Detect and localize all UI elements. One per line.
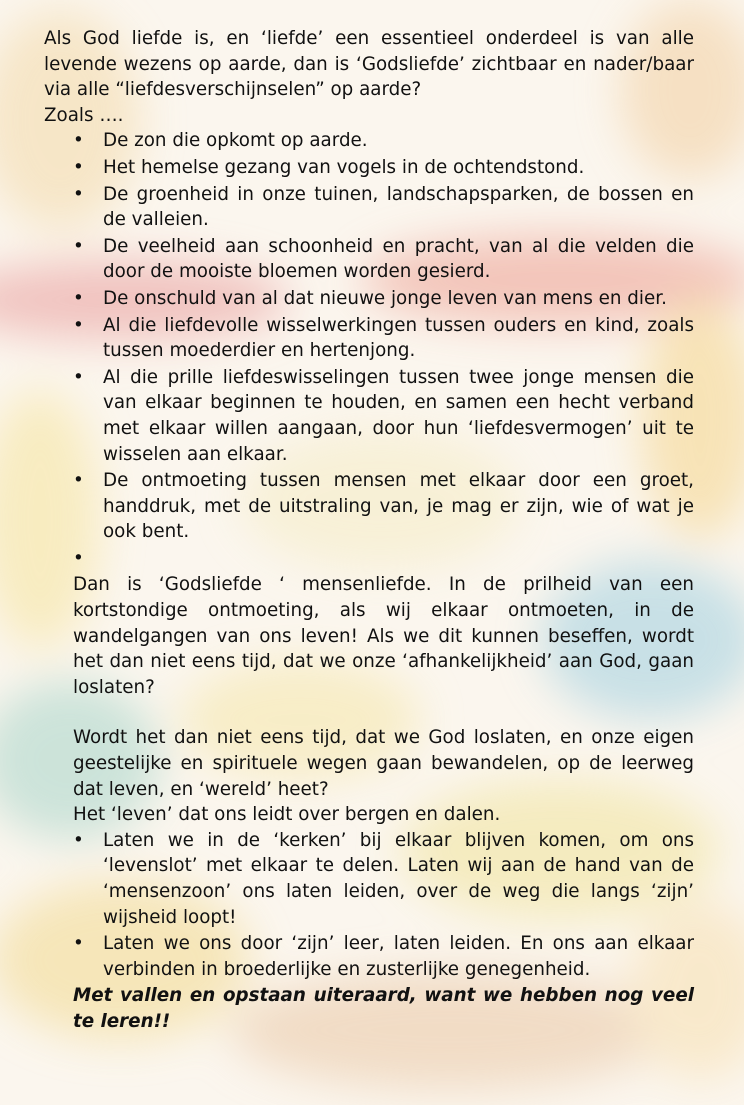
paragraph-loslaten: Wordt het dan niet eens tijd, dat we God loslaten, en onze eigen geestelijke en spirituele wegen gaan bewandelen, op de leerweg dat leven, en ‘wereld’ heet? <box>73 727 694 800</box>
list-item: • Laten we ons door ‘zijn’ leer, laten leiden. En ons aan elkaar verbinden in broederlijke en zusterlijke genegenheid. <box>73 931 694 982</box>
list-item: • De veelheid aan schoonheid en pracht, van al die velden die door de mooiste bloemen worden gesierd. <box>73 234 694 285</box>
love-phenomena-list <box>44 128 694 571</box>
paragraph-godsliefde: Dan is ‘Godsliefde ‘ mensenliefde. In de prilheid van een kortstondige ontmoeting, als wij elkaar ontmoeten, in de wandelgangen van ons leven! Als we dit kunnen beseffen, wordt het dan niet eens tijd, dat we onze ‘afhankelijkheid’ aan God, gaan loslaten? <box>73 574 694 698</box>
closing-statement: Met vallen en opstaan uiteraard, want we hebben nog veel te leren!! <box>73 985 694 1032</box>
list-item: • De onschuld van al dat nieuwe jonge leven van mens en dier. <box>73 286 694 312</box>
intro-paragraph: Als God liefde is, en ‘liefde’ een essentieel onderdeel is van alle levende wezens op aarde, dan is ‘Godsliefde’ zichtbaar en nader/baar via alle “liefdesverschijnselen” op aarde? <box>44 28 694 101</box>
list-item: • De ontmoeting tussen mensen met elkaar door een groet, handdruk, met de uitstraling van, je mag er zijn, wie of wat je ook bent. <box>73 468 694 545</box>
document-body <box>44 26 694 1035</box>
list-item: • De groenheid in onze tuinen, landschapsparken, de bossen en de valleien. <box>73 182 694 233</box>
list-item-empty <box>73 546 694 572</box>
list-item: • De zon die opkomt op aarde. <box>73 128 694 154</box>
church-list <box>44 828 694 983</box>
list-item: • Laten we in de ‘kerken’ bij elkaar blijven komen, om ons ‘levenslot’ met elkaar te delen. Laten wij aan de hand van de ‘mensenzoon’ ons laten leiden, over de weg die langs ‘zijn’ wijsheid loopt! <box>73 828 694 930</box>
paragraph-leven: Het ‘leven’ dat ons leidt over bergen en dalen. <box>73 804 501 826</box>
list-item: • Al die liefdevolle wisselwerkingen tussen ouders en kind, zoals tussen moederdier en hertenjong. <box>73 313 694 364</box>
list-item: • Al die prille liefdeswisselingen tussen twee jonge mensen die van elkaar beginnen te houden, en samen een hecht verband met elkaar willen aangaan, door hun ‘liefdesvermogen’ uit te wisselen aan elkaar. <box>73 365 694 467</box>
list-item: • Het hemelse gezang van vogels in de ochtendstond. <box>73 155 694 181</box>
zoals-label: Zoals …. <box>44 104 124 126</box>
